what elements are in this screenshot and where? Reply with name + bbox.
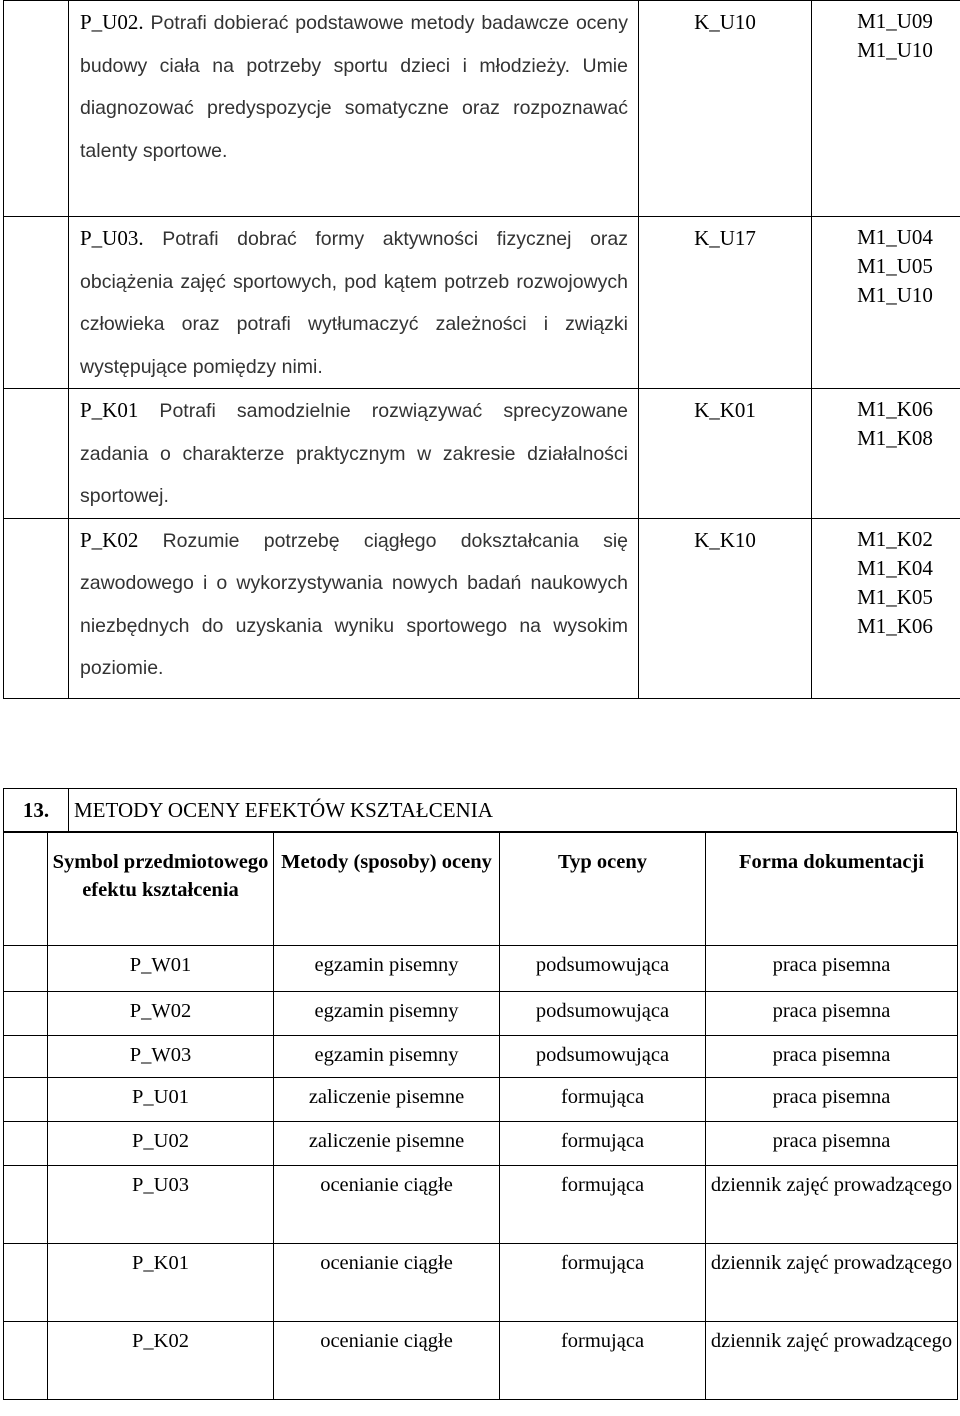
method-cell: egzamin pisemny [274,1036,500,1078]
outcome-code: P_K01 [80,398,139,422]
direction-effect-cell [639,217,812,389]
assessment-row [4,1122,958,1166]
outcome-text: Rozumie potrzebę ciągłego dokształcania się zawodowego i o wykorzystywania nowych badań naukowych niezbędnych do uzyskania wyniku sportowego na wysokim poziomie. [80,529,628,679]
outcome-description-cell [69,217,639,389]
assessment-row [4,1078,958,1122]
outcome-code: P_U03. [80,226,144,250]
assessment-row [4,1166,958,1244]
documentation-cell: dziennik zajęć prowadzącego [706,1322,958,1400]
outcome-code: P_K02 [80,527,139,552]
area-effect-code: M1_K02 [857,526,933,551]
row-spacer [4,1322,48,1400]
area-effect-code: M1_U04 [857,225,933,249]
direction-effect-code: K_U10 [694,10,756,34]
assessment-row [4,1036,958,1078]
outcome-text: Potrafi dobrać formy aktywności fizycznej oraz obciążenia zajęć sportowych, pod kątem potrzeb rozwojowych człowieka oraz potrafi wytłumaczyć zależności i związki występujące pomiędzy nimi. [80,228,628,378]
outcome-row [4,389,960,519]
assessment-row [4,1244,958,1322]
documentation-cell: praca pisemna [706,992,958,1036]
learning-outcomes-table [3,0,960,699]
area-effect-list [812,389,960,453]
method-cell: egzamin pisemny [274,992,500,1036]
area-effect-code: M1_U10 [857,38,933,62]
documentation-cell: praca pisemna [706,946,958,992]
direction-effect-code: K_K01 [694,398,756,422]
documentation-cell: praca pisemna [706,1036,958,1078]
symbol-cell: P_K02 [48,1322,274,1400]
learning-outcomes-body [4,1,960,699]
area-effect-list [812,217,960,310]
outcome-text: Potrafi samodzielnie rozwiązywać sprecyzowane zadania o charakterze praktycznym w zakresie działalności sportowej. [80,400,628,507]
outcome-description [80,389,628,518]
row-spacer [4,946,48,992]
outcome-description-cell [69,518,639,698]
area-effect-list [812,1,960,65]
section-header-row [4,789,957,832]
outcome-description [80,217,628,388]
type-cell: formująca [500,1244,706,1322]
symbol-cell: P_W01 [48,946,274,992]
area-effect-code: M1_K08 [857,426,933,450]
row-spacer [4,1036,48,1078]
row-spacer [4,518,69,698]
outcome-description [80,519,628,690]
assessment-header-row [4,833,958,946]
area-effect-code: M1_K06 [857,613,933,638]
area-effect-cell [812,217,960,389]
row-spacer [4,389,69,519]
section-number: 13. [4,789,69,832]
direction-effect-cell [639,518,812,698]
row-spacer [4,1078,48,1122]
row-spacer [4,1122,48,1166]
type-cell: formująca [500,1166,706,1244]
area-effect-cell [812,518,960,698]
assessment-row [4,946,958,992]
type-cell: podsumowująca [500,1036,706,1078]
header-type: Typ oceny [500,833,706,946]
assessment-row [4,992,958,1036]
type-cell: podsumowująca [500,946,706,992]
outcome-description-cell [69,389,639,519]
area-effect-list [812,519,960,641]
assessment-methods-table [3,832,958,1400]
direction-effect-code: K_K10 [694,527,756,552]
header-documentation: Forma dokumentacji [706,833,958,946]
method-cell: ocenianie ciągłe [274,1244,500,1322]
area-effect-code: M1_U05 [857,254,933,278]
symbol-cell: P_K01 [48,1244,274,1322]
type-cell: podsumowująca [500,992,706,1036]
header-symbol: Symbol przedmiotowego efektu kształcenia [48,833,274,946]
assessment-body [4,946,958,1400]
header-methods: Metody (sposoby) oceny [274,833,500,946]
row-spacer [4,992,48,1036]
area-effect-cell [812,389,960,519]
outcome-row [4,518,960,698]
area-effect-code: M1_K06 [857,397,933,421]
method-cell: zaliczenie pisemne [274,1122,500,1166]
documentation-cell: dziennik zajęć prowadzącego [706,1244,958,1322]
row-spacer [4,1166,48,1244]
direction-effect-cell [639,389,812,519]
direction-effect-code: K_U17 [694,226,756,250]
section-title: METODY OCENY EFEKTÓW KSZTAŁCENIA [69,789,957,832]
area-effect-code: M1_U10 [857,283,933,307]
symbol-cell: P_U01 [48,1078,274,1122]
row-spacer [4,1244,48,1322]
outcome-code: P_U02. [80,10,144,34]
section-header [3,788,957,832]
assessment-row [4,1322,958,1400]
method-cell: zaliczenie pisemne [274,1078,500,1122]
documentation-cell: praca pisemna [706,1122,958,1166]
direction-effect-cell [639,1,812,217]
outcome-row [4,217,960,389]
outcome-row [4,1,960,217]
area-effect-cell [812,1,960,217]
documentation-cell: dziennik zajęć prowadzącego [706,1166,958,1244]
outcome-description-cell [69,1,639,217]
row-spacer [4,1,69,217]
symbol-cell: P_U02 [48,1122,274,1166]
symbol-cell: P_W03 [48,1036,274,1078]
symbol-cell: P_W02 [48,992,274,1036]
type-cell: formująca [500,1122,706,1166]
method-cell: ocenianie ciągłe [274,1166,500,1244]
type-cell: formująca [500,1078,706,1122]
method-cell: egzamin pisemny [274,946,500,992]
area-effect-code: M1_U09 [857,9,933,33]
row-spacer [4,217,69,389]
outcome-description [80,1,628,172]
type-cell: formująca [500,1322,706,1400]
method-cell: ocenianie ciągłe [274,1322,500,1400]
outcome-text: Potrafi dobierać podstawowe metody badawcze oceny budowy ciała na potrzeby sportu dzieci i młodzieży. Umie diagnozować predyspozycje somatyczne oraz rozpoznawać talenty sportowe. [80,12,628,162]
area-effect-code: M1_K04 [857,555,933,580]
documentation-cell: praca pisemna [706,1078,958,1122]
area-effect-code: M1_K05 [857,584,933,609]
header-spacer [4,833,48,946]
symbol-cell: P_U03 [48,1166,274,1244]
